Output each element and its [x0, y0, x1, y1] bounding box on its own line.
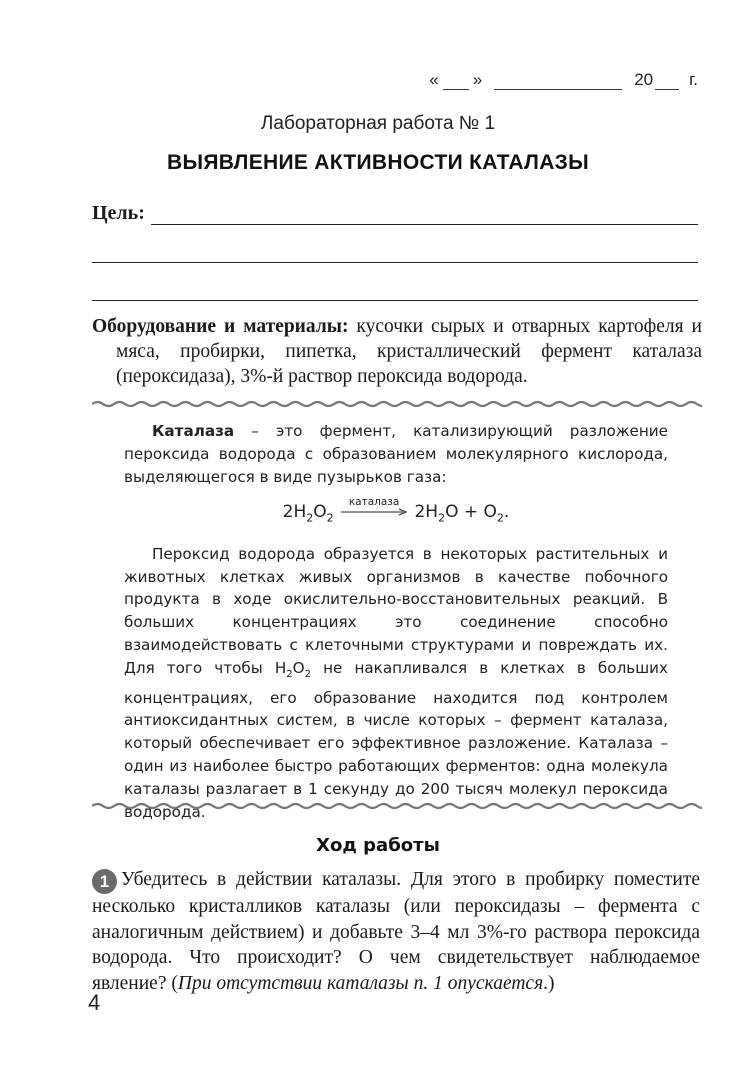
- task-1-note: При отсутствии каталазы п. 1 опускается: [177, 972, 544, 994]
- formula-lhs-sub1: 2: [306, 511, 314, 525]
- goal-line-3[interactable]: [92, 300, 698, 301]
- h2o2-o: O: [292, 658, 305, 677]
- catalase-definition: [124, 420, 668, 488]
- date-open-quote: «: [429, 70, 439, 89]
- goal-line-1[interactable]: [151, 204, 698, 225]
- equipment-text: кусочки сырых и отварных картофеля и мяса, пробирки, пипетка, кристаллический фермент каталаза (пероксидаза), 3%-й раствор пероксида водорода.: [116, 316, 702, 387]
- formula-rhs-h: 2H: [414, 502, 439, 523]
- peroxide-text-2: не накапливался в клетках в больших концентрациях, его образование находится под контролем антиоксидантных систем, в числе которых – фермент каталаза, который обеспечивает его эффективное разложение. Каталаза – один из наиболее быстро работающих ферментов: одна молекула каталазы разлагает в 1 секунду до 200 тысяч молекул пероксида водорода.: [124, 658, 668, 821]
- task-1: [92, 867, 700, 996]
- formula-o2-sub: 2: [496, 511, 504, 525]
- h2o2-sub1: 2: [286, 668, 293, 680]
- formula-plus: +: [458, 502, 484, 523]
- catalyst-label: каталаза: [348, 496, 400, 509]
- date-suffix: г.: [689, 70, 698, 89]
- peroxide-text-1: Пероксид водорода образуется в некоторых растительных и животных клетках живых организмов в качестве побочного продукта в ходе окислительно-восстановительных реакций. В больших концентрациях это соединение способно взаимодействовать с клеточными структурами и повреждать их. Для того чтобы: [124, 544, 668, 677]
- catalase-term: Каталаза: [152, 422, 235, 440]
- h2o2-h: H: [274, 658, 287, 677]
- page-number: 4: [88, 990, 101, 1015]
- goal-label: Цель:: [92, 202, 145, 224]
- month-blank[interactable]: [494, 75, 622, 90]
- wavy-divider-bottom: [92, 799, 702, 813]
- date-line: [429, 70, 698, 90]
- lab-title: ВЫЯВЛЕНИЕ АКТИВНОСТИ КАТАЛАЗЫ: [167, 151, 589, 174]
- formula-rhs-o: O: [445, 502, 459, 523]
- formula-end: .: [503, 502, 510, 523]
- reaction-arrow: [341, 496, 407, 519]
- formula-lhs-h: 2H: [282, 502, 307, 523]
- procedure-title: Ход работы: [316, 835, 440, 856]
- formula-lhs-o: O: [313, 502, 327, 523]
- goal-row: [92, 202, 698, 225]
- date-year-prefix: 20: [634, 70, 654, 89]
- arrow-icon: [341, 508, 407, 516]
- goal-line-2[interactable]: [92, 262, 698, 263]
- info-box: [124, 420, 668, 823]
- formula-o2: O: [483, 502, 497, 523]
- formula-rhs-sub1: 2: [438, 511, 446, 525]
- task-1-end: .): [543, 972, 555, 994]
- date-close-quote: »: [472, 70, 483, 89]
- equipment-label: Оборудование и материалы:: [92, 316, 349, 337]
- h2o2-sub2: 2: [304, 668, 311, 680]
- task-number-badge: 1: [92, 869, 117, 894]
- reaction-formula: [124, 496, 668, 530]
- day-blank[interactable]: [443, 75, 469, 90]
- equipment-paragraph: [92, 314, 702, 389]
- year-blank[interactable]: [655, 75, 679, 90]
- peroxide-paragraph: [124, 543, 668, 824]
- definition-text: – это фермент, катализирующий разложение пероксида водорода с образованием молекулярного кислорода, выделяющегося в виде пузырьков газа:: [124, 422, 668, 486]
- lab-number: Лабораторная работа № 1: [260, 113, 496, 134]
- task-1-text: Убедитесь в действии каталазы. Для этого в пробирку поместите несколько кристалликов каталазы (или пероксидазы – фермента с аналогичным действием) и добавьте 3–4 мл 3%-го раствора пероксида водорода. Что происходит? О чем свидетельствует наблюдаемое явление? (: [92, 869, 700, 994]
- wavy-divider-top: [92, 397, 702, 411]
- formula-lhs-sub2: 2: [326, 511, 334, 525]
